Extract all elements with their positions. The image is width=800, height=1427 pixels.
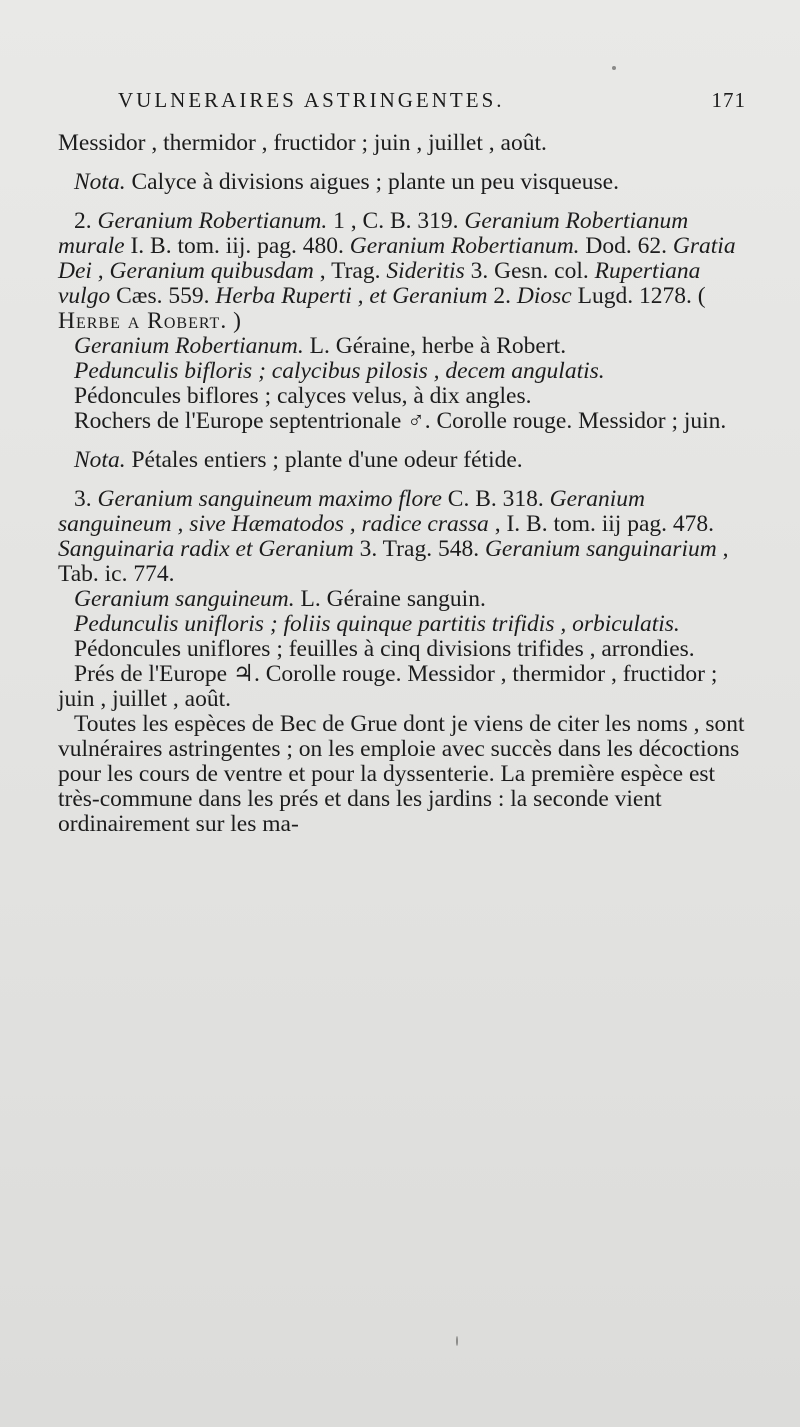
species-number: 2. bbox=[74, 208, 98, 234]
species-3-french-diagnosis: Pédoncules uniflores ; feuilles à cinq divisions trifides , arrondies. bbox=[74, 636, 695, 662]
synonym-ref: 2. bbox=[487, 283, 517, 309]
nota-species-1 bbox=[58, 170, 748, 195]
synonym-name: Sanguinaria radix et Geranium bbox=[58, 536, 354, 562]
species-3-linnaean bbox=[58, 587, 748, 612]
flowering-months: Messidor , thermidor , fructidor ; juin , juillet , août. bbox=[58, 130, 547, 156]
species-2-linnaean bbox=[58, 334, 748, 359]
synonym-name: Gratia Dei , Geranium quibusdam bbox=[58, 233, 736, 284]
synonym-ref: 3. Gesn. col. bbox=[464, 258, 595, 284]
linnaean-french: L. Géraine, herbe à Robert. bbox=[303, 333, 567, 359]
linnaean-french: L. Géraine sanguin. bbox=[294, 586, 486, 612]
species-number: 3. bbox=[74, 486, 98, 512]
synonym-ref: Dod. 62. bbox=[579, 233, 673, 259]
synonym-name: Geranium Robertianum. bbox=[349, 233, 580, 259]
species-2-french-diagnosis: Pédoncules biflores ; calyces velus, à dix angles. bbox=[74, 383, 532, 409]
synonym-name: Geranium sanguineum , sive Hæmatodos , radice crassa bbox=[58, 486, 645, 537]
synonym-name: Diosc bbox=[516, 283, 572, 309]
synonym-name: Sideritis bbox=[386, 258, 465, 284]
synonym-ref: Cæs. 559. bbox=[110, 283, 216, 309]
common-name: Herbe a Robert. bbox=[58, 308, 228, 334]
paper-speck bbox=[612, 66, 616, 70]
synonym-ref: , Tab. ic. 774. bbox=[58, 536, 729, 587]
species-3-habitat: Prés de l'Europe ♃. Corolle rouge. Messidor , thermidor , fructidor ; juin , juillet , août. bbox=[58, 661, 718, 712]
nota-text: Pétales entiers ; plante d'une odeur fétide. bbox=[125, 447, 523, 473]
synonym-name: Rupertiana vulgo bbox=[58, 258, 701, 309]
species-3-synonymy bbox=[58, 487, 748, 587]
synonym-name: Geranium Robertianum murale bbox=[58, 208, 689, 259]
nota-species-2 bbox=[58, 448, 748, 473]
synonym-ref: 3. Trag. 548. bbox=[353, 536, 485, 562]
nota-text: Calyce à divisions aigues ; plante un peu visqueuse. bbox=[125, 169, 619, 195]
closing-paragraph: Toutes les espèces de Bec de Grue dont je viens de citer les noms , sont vulnéraires astringentes ; on les emploie avec succès dans les décoctions pour les cours de ventre et pour la dyssenterie. La première espèce est très-commune dans les prés et dans les jardins : la seconde vient ordinairement sur les ma- bbox=[58, 711, 745, 837]
species-2-habitat: Rochers de l'Europe septentrionale ♂. Corolle rouge. Messidor ; juin. bbox=[74, 408, 727, 434]
synonym-ref: I. B. tom. iij. pag. 480. bbox=[124, 233, 350, 259]
species-2-latin-diagnosis: Pedunculis bifloris ; calycibus pilosis , decem angulatis. bbox=[74, 358, 605, 384]
page-number: 171 bbox=[711, 88, 746, 112]
synonym-ref: ) bbox=[227, 308, 241, 334]
running-head bbox=[118, 88, 748, 113]
synonym-ref: , Trag. bbox=[313, 258, 387, 284]
paper-speck bbox=[456, 1336, 458, 1346]
species-3-latin-diagnosis: Pedunculis unifloris ; foliis quinque partitis trifidis , orbiculatis. bbox=[74, 611, 680, 637]
nota-label: Nota. bbox=[74, 447, 126, 473]
synonym-ref: , I. B. tom. iij pag. 478. bbox=[488, 511, 715, 537]
synonym-name: Geranium sanguineum maximo flore bbox=[97, 486, 442, 512]
synonym-ref: Lugd. 1278. ( bbox=[571, 283, 706, 309]
synonym-name: Herba Ruperti , et Geranium bbox=[215, 283, 488, 309]
running-title: VULNERAIRES ASTRINGENTES. bbox=[118, 88, 505, 112]
synonym-name: Geranium sanguinarium bbox=[484, 536, 717, 562]
linnaean-name: Geranium Robertianum. bbox=[74, 333, 304, 359]
synonym-ref: 1 , C. B. 319. bbox=[327, 208, 465, 234]
nota-label: Nota. bbox=[74, 169, 126, 195]
species-2-synonymy bbox=[58, 209, 748, 334]
linnaean-name: Geranium sanguineum. bbox=[74, 586, 295, 612]
synonym-name: Geranium Robertianum. bbox=[97, 208, 328, 234]
synonym-ref: C. B. 318. bbox=[441, 486, 550, 512]
